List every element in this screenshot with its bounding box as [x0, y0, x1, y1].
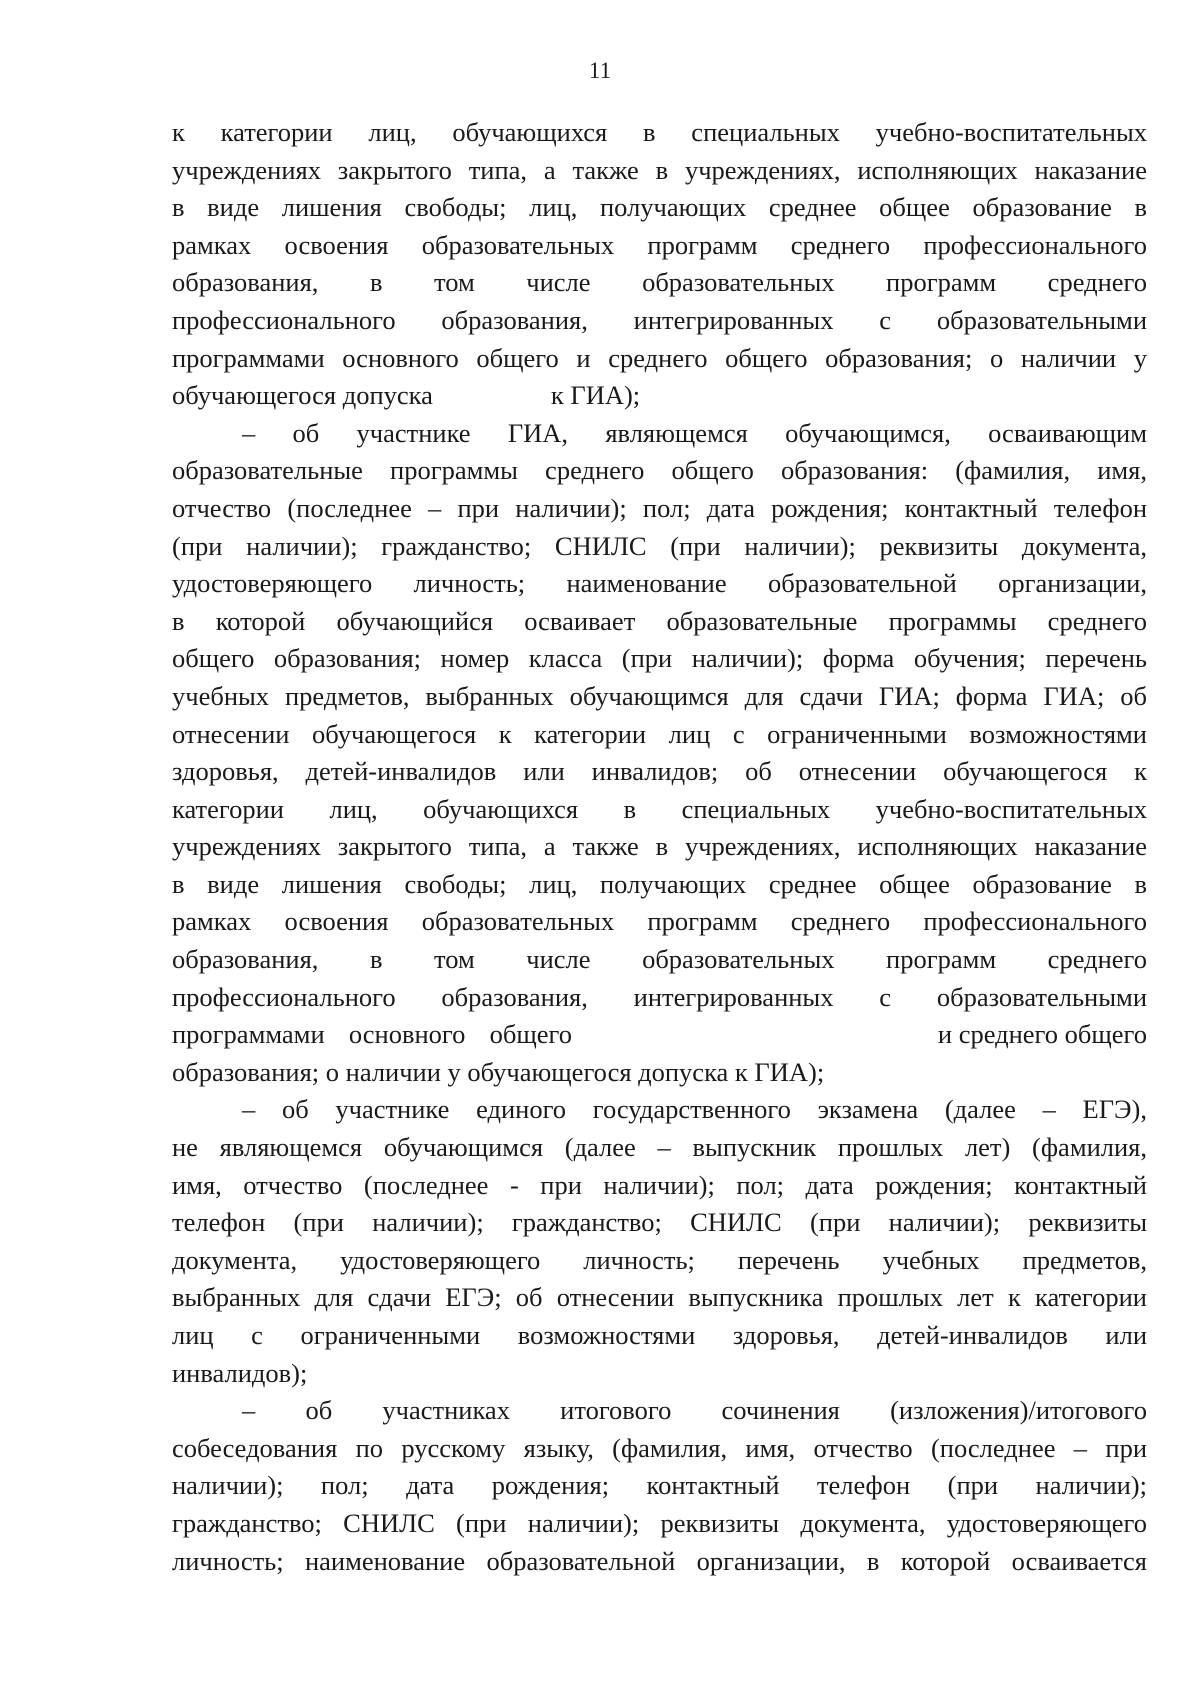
- text-line: учреждениях закрытого типа, а также в учреждениях, исполняющих наказание: [172, 154, 1147, 185]
- text-line: здоровья, детей-инвалидов или инвалидов; об отнесении обучающегося к: [172, 756, 1147, 787]
- text-segment: обучающегося допуска: [172, 380, 433, 411]
- text-line: в виде лишения свободы; лиц, получающих среднее общее образование в: [172, 868, 1147, 899]
- text-line: телефон (при наличии); гражданство; СНИЛС (при наличии); реквизиты: [172, 1207, 1147, 1238]
- document-body: [172, 114, 1147, 1580]
- text-line: документа, удостоверяющего личность; перечень учебных предметов,: [172, 1244, 1147, 1275]
- text-line: выбранных для сдачи ЕГЭ; об отнесении выпускника прошлых лет к категории: [172, 1282, 1147, 1313]
- text-line: образовательные программы среднего общего образования: (фамилия, имя,: [172, 455, 1147, 486]
- text-line: к категории лиц, обучающихся в специальных учебно-воспитательных: [172, 117, 1147, 147]
- text-line: удостоверяющего личность; наименование образовательной организации,: [172, 568, 1147, 599]
- text-line: общего образования; номер класса (при наличии); форма обучения; перечень: [172, 643, 1147, 674]
- text-line: отнесении обучающегося к категории лиц с ограниченными возможностями: [172, 718, 1147, 749]
- text-line: отчество (последнее – при наличии); пол; дата рождения; контактный телефон: [172, 492, 1147, 523]
- list-item-start: – об участнике ГИА, являющемся обучающимся, осваивающим: [242, 417, 1147, 448]
- text-line: рамках освоения образовательных программ среднего профессионального: [172, 906, 1147, 937]
- text-line: (при наличии); гражданство; СНИЛС (при наличии); реквизиты документа,: [172, 530, 1147, 561]
- text-line: в которой обучающийся осваивает образовательные программы среднего: [172, 605, 1147, 636]
- text-line: наличии); пол; дата рождения; контактный телефон (при наличии);: [172, 1470, 1147, 1501]
- text-segment: и среднего общего: [937, 1019, 1147, 1050]
- page-number: 11: [588, 58, 612, 83]
- text-line: не являющемся обучающимся (далее – выпускник прошлых лет) (фамилия,: [172, 1132, 1147, 1163]
- text-line: в виде лишения свободы; лиц, получающих среднее общее образование в: [172, 192, 1147, 223]
- text-line: образования; о наличии у обучающегося допуска к ГИА);: [172, 1056, 825, 1087]
- text-line: собеседования по русскому языку, (фамилия, имя, отчество (последнее – при: [172, 1432, 1147, 1463]
- list-item-start: – об участнике единого государственного экзамена (далее – ЕГЭ),: [242, 1094, 1147, 1125]
- text-line: инвалидов);: [172, 1357, 308, 1388]
- text-segment: программами основного общего: [172, 1019, 572, 1050]
- text-line: [172, 377, 1147, 415]
- text-line: [172, 1016, 1147, 1054]
- text-line: учреждениях закрытого типа, а также в учреждениях, исполняющих наказание: [172, 831, 1147, 862]
- list-item-start: – об участниках итогового сочинения (изложения)/итогового: [242, 1395, 1147, 1426]
- text-segment: к ГИА);: [550, 380, 641, 411]
- text-line: лиц с ограниченными возможностями здоровья, детей-инвалидов или: [172, 1320, 1147, 1350]
- text-line: имя, отчество (последнее - при наличии); пол; дата рождения; контактный: [172, 1169, 1147, 1200]
- text-line: личность; наименование образовательной организации, в которой осваивается: [172, 1545, 1147, 1576]
- text-line: рамках освоения образовательных программ среднего профессионального: [172, 229, 1147, 260]
- text-line: образования, в том числе образовательных программ среднего: [172, 267, 1147, 298]
- text-line: гражданство; СНИЛС (при наличии); реквизиты документа, удостоверяющего: [172, 1507, 1147, 1538]
- text-line: профессионального образования, интегрированных с образовательными: [172, 981, 1147, 1012]
- text-line: программами основного общего и среднего общего образования; о наличии у: [172, 342, 1147, 373]
- text-line: профессионального образования, интегрированных с образовательными: [172, 304, 1147, 335]
- text-line: учебных предметов, выбранных обучающимся для сдачи ГИА; форма ГИА; об: [172, 680, 1147, 711]
- text-line: образования, в том числе образовательных программ среднего: [172, 944, 1147, 975]
- text-line: категории лиц, обучающихся в специальных учебно-воспитательных: [172, 793, 1147, 824]
